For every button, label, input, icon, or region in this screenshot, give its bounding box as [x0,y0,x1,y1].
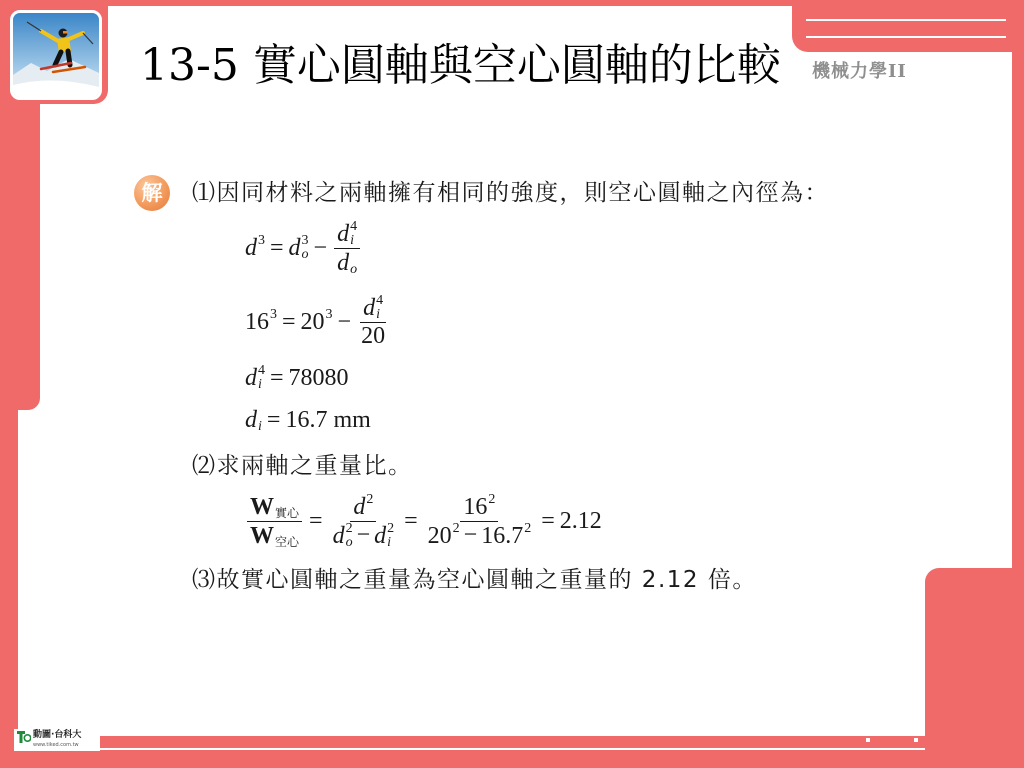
eq5-f2-den-t2 [374,522,394,550]
eq4-lhs-sub: i [258,419,262,434]
eq5-f2-den-t1-scripts [346,522,353,550]
eq2-num-sub: i [376,306,380,322]
eq2-fraction [358,294,388,351]
eq5-f3-numerator [460,493,498,522]
eq5-f2-den-t1-sub: o [345,534,353,550]
eq2-fraction-denominator [358,323,388,351]
eq3-lhs [245,364,265,392]
skier-photo [10,10,102,100]
eq3-lhs-base: d [245,365,257,391]
eq1-den-base: d [337,249,350,276]
eq5-f2-den-t2-sup: 2 [387,520,395,536]
eq2-equals: = [282,308,296,335]
bottom-decor-line [100,748,925,750]
eq1-num-sub: i [350,232,354,248]
eq5-f2-den-t1 [333,522,353,550]
eq1-lhs-sup: 3 [258,233,265,248]
weight-solid-symbol: W [250,493,274,520]
eq5-f2-denominator [330,522,398,550]
eq1-term [289,234,309,262]
eq5-f3-den-t1 [428,522,460,550]
eq4-equals: = [266,406,281,433]
eq1-term-sub: o [301,247,309,262]
eq1-num-scripts [350,220,357,248]
frame-bottom-band [0,736,1024,768]
decor-dot [866,738,870,742]
eq1-num-base: d [337,220,350,247]
eq1-lhs [245,234,265,262]
eq2-term-sup: 3 [325,307,333,322]
eq1-fraction-denominator [334,249,360,277]
eq5-f2-numerator [350,493,376,522]
eq1-term-base: d [288,235,301,261]
eq1-minus: − [313,234,328,261]
eq5-f1-denominator [247,522,302,550]
eq2-term-base: 20 [300,309,325,335]
decor-dot [914,738,918,742]
eq1-den-term [337,249,357,277]
eq3-equals: = [270,364,284,391]
step-2-text: ⑵求兩軸之重量比。 [192,453,413,479]
eq3-rhs: 78080 [288,364,349,391]
eq1-equals: = [270,234,284,261]
eq5-fraction-diameters [330,493,398,550]
equation-2 [245,292,390,352]
publisher-logo [14,729,100,751]
eq5-f2-num-base: d [353,493,366,520]
eq2-fraction-numerator [360,294,386,323]
step-3-text: ⑶故實心圓軸之重量為空心圓軸之重量的 2.12 倍。 [192,567,757,593]
eq2-den-value: 20 [361,323,386,349]
eq5-equals-b: = [404,507,418,534]
eq3-lhs-sub: i [258,377,262,392]
eq4-lhs-base: d [245,407,257,433]
frame-top-right-block [792,0,1024,52]
weight-solid [250,493,299,521]
eq1-den-sub: o [350,261,358,277]
eq5-result: 2.12 [559,507,602,534]
skier-illustration [13,13,99,97]
page-title: 13-5 實心圓軸與空心圓軸的比較 [140,40,781,91]
eq2-lhs [245,308,277,336]
eq5-fraction-numeric [425,493,535,550]
eq2-num-base: d [363,294,376,321]
eq1-num-sup: 4 [350,218,358,234]
eq4-rhs: 16.7 mm [285,406,371,433]
eq5-f2-den-t1-base: d [332,522,345,549]
eq5-f3-den-t2-base: 16.7 [481,522,524,549]
eq5-f2-den-t1-sup: 2 [345,520,353,536]
frame-bottom-right-block [925,568,1024,768]
equation-1 [245,218,362,278]
eq5-f3-denominator [425,522,535,550]
course-subtitle: 機械力學II [812,61,907,82]
eq5-equals-a: = [309,507,323,534]
eq1-lhs-base: d [245,235,257,261]
publisher-name: 動圖·台科大 [33,730,82,740]
eq1-term-scripts [302,234,309,262]
eq2-lhs-base: 16 [245,309,269,335]
eq5-equals-c: = [541,507,555,534]
eq5-f2-num-term [353,493,373,521]
weight-hollow [250,522,299,550]
eq5-f3-num-term [463,493,495,521]
eq1-term-sup: 3 [301,233,309,248]
eq5-f2-den-t2-base: d [374,522,387,549]
eq5-f3-den-t2 [481,522,531,550]
eq2-num-sup: 4 [376,292,384,308]
step-1-text: ⑴因同材料之兩軸擁有相同的強度，則空心圓軸之內徑為： [192,180,829,206]
publisher-url: www.tiked.com.tw [33,742,79,748]
equation-weight-ratio [245,491,602,551]
eq2-minus: − [337,308,352,335]
eq5-f2-den-t2-scripts [387,522,394,550]
equation-3 [245,362,349,394]
eq5-f2-den-minus: − [356,522,371,548]
eq5-f3-den-t2-sup: 2 [524,520,532,536]
eq5-f3-den-t1-base: 20 [427,522,452,549]
publisher-logo-icon [17,731,31,743]
eq5-f2-num-sup: 2 [366,491,374,507]
eq5-f3-num-sup: 2 [488,491,496,507]
weight-solid-subscript: 實心 [275,505,300,520]
decor-stripe [806,19,1006,21]
eq1-num-term [337,220,357,248]
eq5-f3-den-t1-sup: 2 [452,520,460,536]
weight-hollow-subscript: 空心 [275,534,300,549]
eq2-num-scripts [376,294,383,322]
eq4-lhs [245,406,262,434]
eq5-f1-numerator [247,493,302,522]
eq1-fraction-numerator [334,220,360,249]
equation-4 [245,404,371,436]
eq2-num-term [363,294,383,322]
eq5-fraction-weights [247,493,302,550]
eq5-f3-den-minus: − [463,522,478,548]
eq2-term [301,308,333,336]
solution-badge: 解 [134,175,170,211]
eq1-fraction [334,220,360,277]
decor-stripe [806,36,1006,38]
eq5-f2-den-t2-sub: i [387,534,391,550]
eq2-lhs-sup: 3 [270,307,277,322]
eq3-lhs-scripts [258,364,265,392]
weight-hollow-symbol: W [250,522,274,549]
eq5-f3-num-base: 16 [463,493,488,520]
eq3-lhs-sup: 4 [258,363,265,378]
